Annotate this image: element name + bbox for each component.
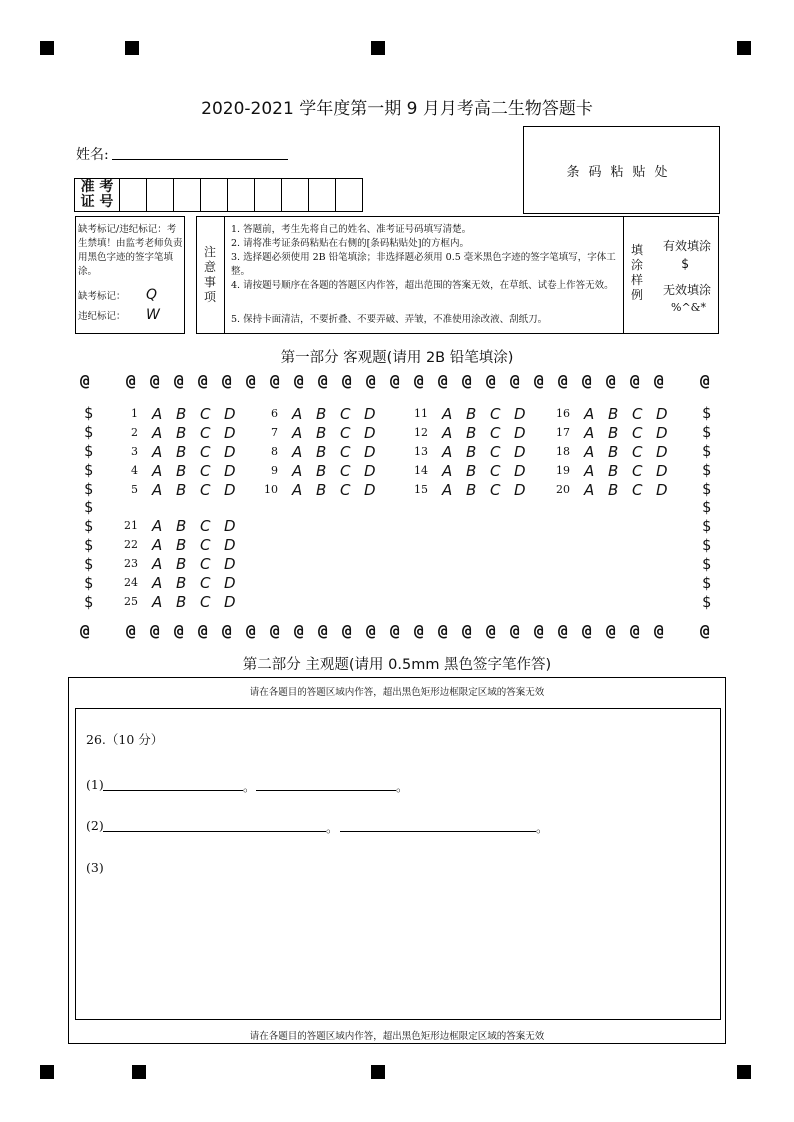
option-bubble[interactable]: D [656,481,668,499]
registration-mark [737,1065,751,1079]
question-number: 22 [124,538,138,551]
side-mark: $ [702,442,712,460]
timing-mark: @ [342,371,352,390]
timing-mark: @ [222,621,232,640]
option-bubble[interactable]: B [176,462,187,480]
option-bubble[interactable]: D [224,574,236,592]
side-mark: $ [84,480,94,498]
timing-mark: @ [486,371,496,390]
notice-item: 3. 选择题必须使用 2B 铅笔填涂；非选择题必须用 0.5 毫米黑色字迹的签字笔填写，字体工整。 [231,252,616,277]
option-bubble[interactable]: D [656,424,668,442]
valid-fill-mark: $ [681,257,689,272]
question-number: 24 [124,576,138,589]
option-bubble[interactable]: A [152,593,163,611]
option-bubble[interactable]: A [584,424,595,442]
option-bubble[interactable]: D [364,443,376,461]
timing-row-bottom [0,621,794,641]
q26-part2-label: (2) [86,818,104,833]
timing-mark: @ [342,621,352,640]
option-bubble[interactable]: C [340,405,351,423]
timing-mark: @ [654,621,664,640]
timing-mark: @ [510,371,520,390]
option-bubble[interactable]: A [152,536,163,554]
timing-mark: @ [366,371,376,390]
question-number: 18 [556,445,570,458]
option-bubble[interactable]: B [316,443,327,461]
side-mark: $ [702,593,712,611]
question-number: 13 [414,445,428,458]
q26-part1-blank2[interactable] [256,790,396,791]
option-bubble[interactable]: B [466,405,477,423]
option-bubble[interactable]: B [176,574,187,592]
option-bubble[interactable]: C [632,443,643,461]
option-bubble[interactable]: C [200,424,211,442]
timing-mark: @ [438,371,448,390]
timing-mark: @ [174,621,184,640]
exam-id-cell[interactable] [174,179,201,212]
option-bubble[interactable]: C [200,481,211,499]
option-bubble[interactable]: D [656,405,668,423]
absent-label: 缺考标记： [78,291,126,302]
side-mark: $ [84,442,94,460]
option-bubble[interactable]: C [200,462,211,480]
question-number: 4 [131,464,138,477]
option-bubble[interactable]: D [224,517,236,535]
side-mark: $ [84,555,94,573]
timing-mark: @ [534,621,544,640]
q26-part2-blank1[interactable] [103,831,326,832]
timing-mark: @ [222,371,232,390]
option-bubble[interactable]: D [364,405,376,423]
question-number: 10 [264,483,278,496]
area-notice-top: 请在各题目的答题区域内作答，超出黑色矩形边框限定区域的答案无效 [249,687,545,698]
timing-mark: @ [630,621,640,640]
question-number: 9 [271,464,278,477]
timing-mark: @ [294,371,304,390]
timing-mark: @ [270,621,280,640]
side-mark: $ [702,517,712,535]
question-number: 11 [414,407,428,420]
question-number: 8 [271,445,278,458]
timing-mark: @ [534,371,544,390]
option-bubble[interactable]: B [316,481,327,499]
option-bubble[interactable]: D [656,462,668,480]
option-bubble[interactable]: A [152,443,163,461]
timing-mark: @ [366,621,376,640]
exam-id-label: 准 考 证 号 [75,179,120,212]
timing-mark: @ [318,371,328,390]
option-bubble[interactable]: A [442,443,453,461]
exam-id-cell[interactable] [120,179,147,212]
absence-box [75,216,185,334]
option-bubble[interactable]: C [632,405,643,423]
question-number: 7 [271,426,278,439]
notice-box [196,216,719,334]
q26-period: 。 [536,820,549,835]
option-bubble[interactable]: D [224,424,236,442]
timing-mark: @ [246,621,256,640]
exam-id-cell[interactable] [282,179,309,212]
timing-mark: @ [150,371,160,390]
part1-heading: 第一部分 客观题(请用 2B 铅笔填涂) [280,350,514,366]
question-number: 21 [124,519,138,532]
timing-mark: @ [80,371,90,390]
exam-id-cell[interactable] [255,179,282,212]
side-mark: $ [84,574,94,592]
notice-heading: 注 意 事 项 [204,245,217,304]
registration-mark [40,41,54,55]
notice-item: 4. 请按题号顺序在各题的答题区内作答，超出范围的答案无效，在草纸、试卷上作答无效。 [231,280,614,291]
violation-mark[interactable]: W [146,307,160,323]
option-bubble[interactable]: B [466,443,477,461]
option-bubble[interactable]: B [176,593,187,611]
option-bubble[interactable]: A [152,574,163,592]
timing-mark: @ [390,371,400,390]
side-mark: $ [702,536,712,554]
fill-sample-heading: 填 涂 样 例 [631,243,644,302]
option-bubble[interactable]: B [608,424,619,442]
option-bubble[interactable]: B [176,555,187,573]
registration-mark [125,41,139,55]
timing-mark: @ [606,621,616,640]
option-bubble[interactable]: C [200,405,211,423]
timing-mark: @ [582,371,592,390]
page-title: 2020-2021 学年度第一期 9 月月考高二生物答题卡 [201,99,593,119]
timing-mark: @ [318,621,328,640]
option-bubble[interactable]: B [316,462,327,480]
option-bubble[interactable]: C [340,481,351,499]
option-bubble[interactable]: B [176,424,187,442]
side-mark: $ [702,498,712,516]
side-mark: $ [84,536,94,554]
q26-period: 。 [243,779,256,794]
q26-answer-box[interactable] [75,708,721,1020]
side-mark: $ [84,593,94,611]
option-bubble[interactable]: A [152,517,163,535]
side-mark: $ [702,574,712,592]
side-mark: $ [84,461,94,479]
option-bubble[interactable]: B [176,481,187,499]
option-bubble[interactable]: A [584,462,595,480]
timing-mark: @ [198,621,208,640]
option-bubble[interactable]: A [292,462,303,480]
absent-mark[interactable]: Q [146,287,158,303]
side-mark: $ [84,423,94,441]
timing-mark: @ [246,371,256,390]
barcode-area[interactable] [523,126,720,214]
option-bubble[interactable]: B [176,517,187,535]
question-number: 17 [556,426,570,439]
option-bubble[interactable]: D [514,462,526,480]
valid-fill-label: 有效填涂 [663,239,712,253]
name-field[interactable] [112,159,288,160]
option-bubble[interactable]: D [514,443,526,461]
notice-item: 5. 保持卡面清洁，不要折叠、不要弄破、弄皱，不准使用涂改液、刮纸刀。 [231,314,548,325]
notice-item: 1. 答题前，考生先将自己的姓名、准考证号码填写清楚。 [231,224,472,235]
question-number: 15 [414,483,428,496]
exam-id-cell[interactable] [309,179,336,212]
option-bubble[interactable]: D [224,536,236,554]
barcode-label: 条码粘贴处 [566,165,677,180]
option-bubble[interactable]: D [364,424,376,442]
timing-mark: @ [462,621,472,640]
question-number: 5 [131,483,138,496]
option-bubble[interactable]: B [466,481,477,499]
timing-mark: @ [126,371,136,390]
q26-part3-label: (3) [86,860,104,875]
option-bubble[interactable]: B [608,443,619,461]
timing-mark: @ [486,621,496,640]
option-bubble[interactable]: D [514,405,526,423]
side-mark: $ [84,498,94,516]
option-bubble[interactable]: A [152,405,163,423]
side-mark: $ [702,461,712,479]
question-number: 12 [414,426,428,439]
side-mark: $ [84,517,94,535]
q26-period: 。 [326,820,339,835]
option-bubble[interactable]: B [176,405,187,423]
option-bubble[interactable]: B [608,405,619,423]
registration-mark [737,41,751,55]
option-bubble[interactable]: C [200,574,211,592]
timing-mark: @ [558,621,568,640]
absence-text: 缺考标记/违纪标记：考生禁填！由监考老师负责用黑色字迹的签字笔填涂。 [78,224,183,277]
option-bubble[interactable]: D [224,443,236,461]
timing-mark: @ [558,371,568,390]
option-bubble[interactable]: A [584,443,595,461]
option-bubble[interactable]: A [584,405,595,423]
option-bubble[interactable]: A [292,424,303,442]
option-bubble[interactable]: B [466,462,477,480]
option-bubble[interactable]: D [224,405,236,423]
option-bubble[interactable]: D [224,481,236,499]
invalid-fill-label: 无效填涂 [663,283,712,297]
timing-mark: @ [198,371,208,390]
option-bubble[interactable]: C [200,517,211,535]
option-bubble[interactable]: C [200,536,211,554]
question-number: 6 [271,407,278,420]
registration-mark [40,1065,54,1079]
option-bubble[interactable]: A [442,424,453,442]
q26-part1-blank1[interactable] [103,790,243,791]
area-notice-bottom: 请在各题目的答题区域内作答，超出黑色矩形边框限定区域的答案无效 [249,1031,545,1042]
timing-mark: @ [390,621,400,640]
option-bubble[interactable]: D [224,593,236,611]
side-mark: $ [702,555,712,573]
question-number: 23 [124,557,138,570]
option-bubble[interactable]: A [152,462,163,480]
option-bubble[interactable]: A [292,443,303,461]
timing-mark: @ [174,371,184,390]
registration-mark [132,1065,146,1079]
timing-mark: @ [700,621,710,640]
timing-mark: @ [654,371,664,390]
q26-part2-blank2[interactable] [340,831,536,832]
option-bubble[interactable]: C [490,405,501,423]
option-bubble[interactable]: B [316,424,327,442]
timing-mark: @ [630,371,640,390]
option-bubble[interactable]: B [466,424,477,442]
question-number: 16 [556,407,570,420]
side-mark: $ [702,404,712,422]
exam-id-cell[interactable] [336,179,363,212]
option-bubble[interactable]: A [442,462,453,480]
question-number: 14 [414,464,428,477]
side-mark: $ [84,404,94,422]
violation-label: 违纪标记： [78,311,126,322]
question-number: 3 [131,445,138,458]
option-bubble[interactable]: C [340,424,351,442]
timing-mark: @ [80,621,90,640]
name-label: 姓名: [76,147,109,163]
notice-item: 2. 请将准考证条码粘贴在右侧的[条码粘贴处]的方框内。 [231,238,469,249]
question-number: 1 [131,407,138,420]
question-number: 19 [556,464,570,477]
timing-mark: @ [150,621,160,640]
question-number: 20 [556,483,570,496]
option-bubble[interactable]: A [442,405,453,423]
option-bubble[interactable]: D [656,443,668,461]
option-bubble[interactable]: B [176,536,187,554]
option-bubble[interactable]: B [608,481,619,499]
q26-period: 。 [396,779,409,794]
option-bubble[interactable]: A [152,481,163,499]
timing-mark: @ [510,621,520,640]
option-bubble[interactable]: D [364,462,376,480]
exam-id-cell[interactable] [201,179,228,212]
option-bubble[interactable]: A [442,481,453,499]
option-bubble[interactable]: C [200,555,211,573]
q26-part1-label: (1) [86,777,104,792]
option-bubble[interactable]: A [292,405,303,423]
exam-id-grid [74,178,363,212]
question-number: 2 [131,426,138,439]
question-number: 25 [124,595,138,608]
q26-title: 26.（10 分） [86,732,164,747]
option-bubble[interactable]: C [632,462,643,480]
option-bubble[interactable]: A [152,424,163,442]
part2-heading: 第二部分 主观题(请用 0.5mm 黑色签字笔作答) [242,657,552,673]
side-mark: $ [702,423,712,441]
option-bubble[interactable]: A [584,481,595,499]
option-bubble[interactable]: D [364,481,376,499]
timing-mark: @ [700,371,710,390]
timing-mark: @ [294,621,304,640]
timing-mark: @ [414,371,424,390]
option-bubble[interactable]: C [490,443,501,461]
exam-id-cell[interactable] [147,179,174,212]
option-bubble[interactable]: B [608,462,619,480]
option-bubble[interactable]: A [152,555,163,573]
option-bubble[interactable]: D [514,481,526,499]
timing-mark: @ [126,621,136,640]
option-bubble[interactable]: C [200,593,211,611]
invalid-fill-mark: %^&* [671,301,706,314]
option-bubble[interactable]: C [200,443,211,461]
option-bubble[interactable]: D [514,424,526,442]
registration-mark [371,1065,385,1079]
timing-mark: @ [414,621,424,640]
timing-row-top [0,371,794,391]
option-bubble[interactable]: B [176,443,187,461]
option-bubble[interactable]: C [340,462,351,480]
option-bubble[interactable]: D [224,555,236,573]
option-bubble[interactable]: C [490,462,501,480]
timing-mark: @ [606,371,616,390]
timing-mark: @ [462,371,472,390]
option-bubble[interactable]: B [316,405,327,423]
exam-id-cell[interactable] [228,179,255,212]
registration-mark [371,41,385,55]
option-bubble[interactable]: A [292,481,303,499]
option-bubble[interactable]: C [632,424,643,442]
timing-mark: @ [582,621,592,640]
side-mark: $ [702,480,712,498]
option-bubble[interactable]: C [632,481,643,499]
option-bubble[interactable]: C [490,481,501,499]
timing-mark: @ [270,371,280,390]
option-bubble[interactable]: D [224,462,236,480]
option-bubble[interactable]: C [490,424,501,442]
option-bubble[interactable]: C [340,443,351,461]
timing-mark: @ [438,621,448,640]
